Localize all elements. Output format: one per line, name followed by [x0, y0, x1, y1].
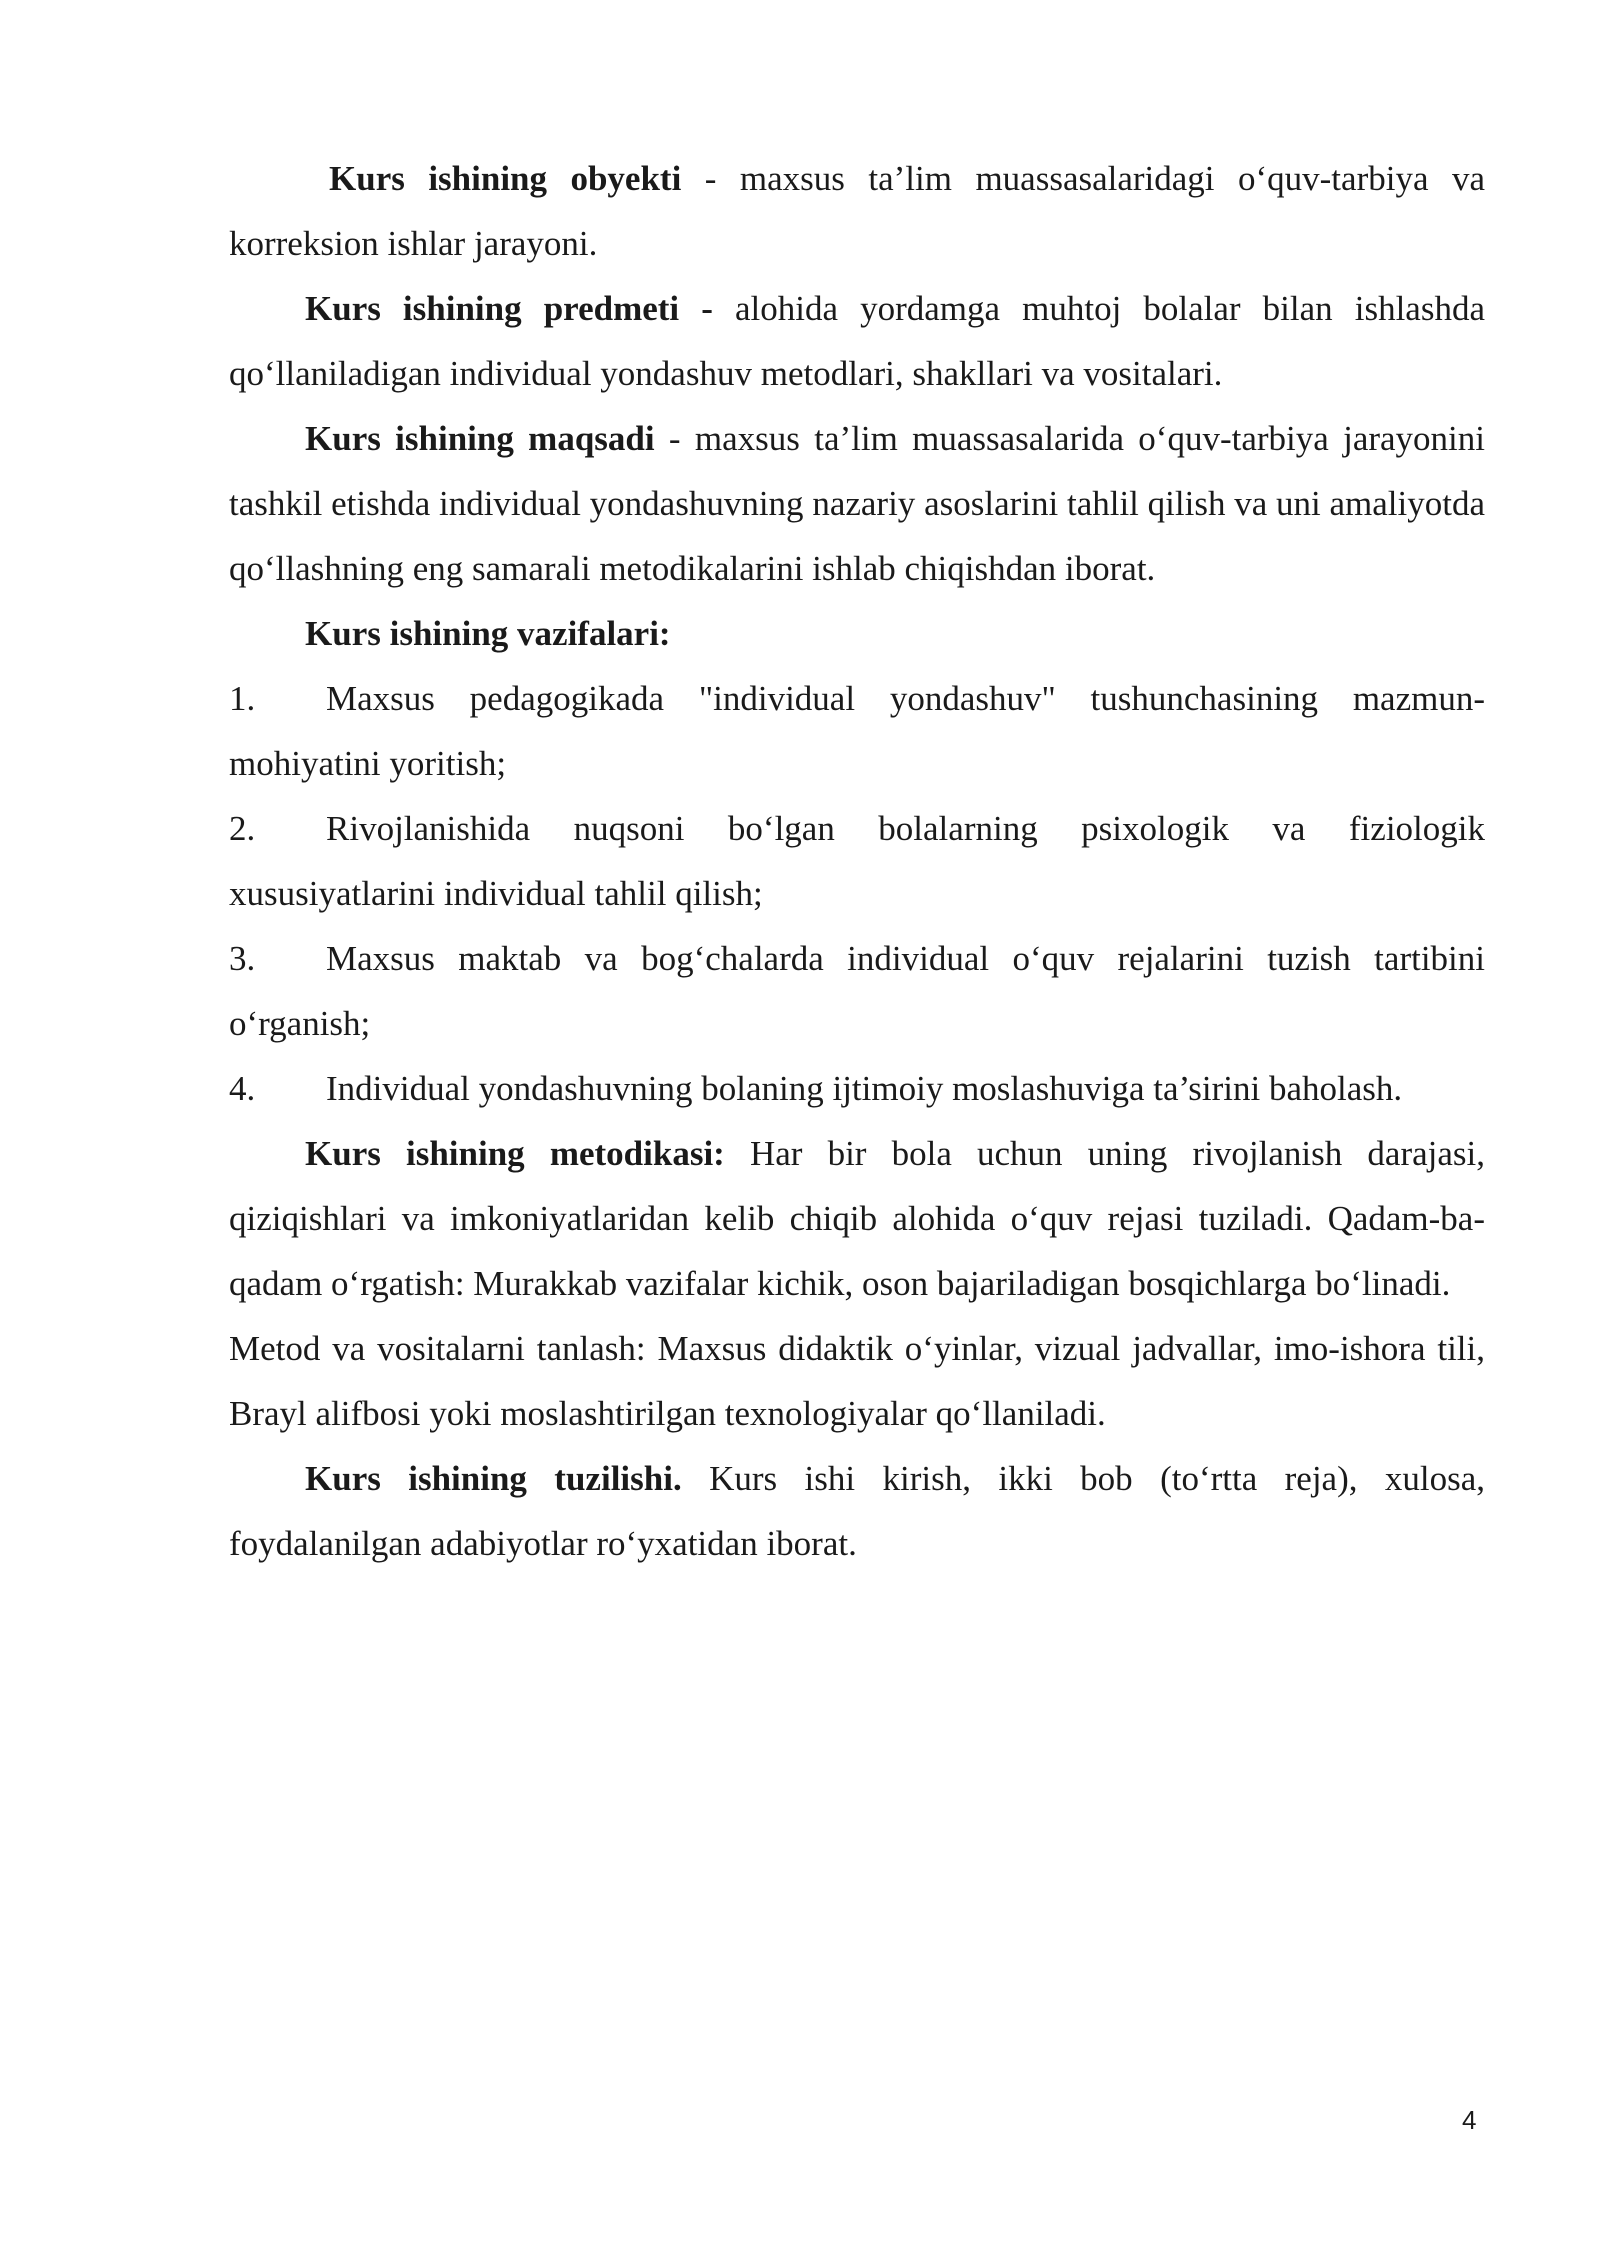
task-number: 3.	[229, 939, 256, 978]
paragraph-predmeti	[229, 276, 1485, 406]
task-number: 1.	[229, 679, 256, 718]
task-item	[229, 1056, 1485, 1121]
page-number: 4	[1462, 2105, 1477, 2135]
task-text: Maxsus pedagogikada "individual yondashuv" tushunchasining mazmun-mohiyatini yoritish;	[229, 679, 1485, 783]
paragraph-obyekt	[229, 146, 1485, 276]
task-item	[229, 666, 1485, 796]
task-text: Individual yondashuvning bolaning ijtimoiy moslashuviga ta’sirini baholash.	[326, 1069, 1403, 1108]
maqsadi-heading: Kurs ishining maqsadi	[305, 419, 655, 458]
page-content	[229, 146, 1485, 1576]
task-item	[229, 926, 1485, 1056]
paragraph-metod-vositalar: Metod va vositalarni tanlash: Maxsus didaktik o‘yinlar, vizual jadvallar, imo-ishora tili, Brayl alifbosi yoki moslashtirilgan texnologiyalar qo‘llaniladi.	[229, 1329, 1485, 1433]
metodikasi-heading: Kurs ishining metodikasi:	[305, 1134, 725, 1173]
obyekt-text: - maxsus ta’lim muassasalaridagi o‘quv-tarbiya va korreksion ishlar jarayoni.	[229, 159, 1485, 263]
metodikasi-text: Har bir bola uchun uning rivojlanish darajasi, qiziqishlari va imkoniyatlaridan kelib chiqib alohida o‘quv rejasi tuziladi. Qadam-ba-qadam o‘rgatish: Murakkab vazifalar kichik, oson bajariladigan bosqichlarga bo‘linadi.	[229, 1134, 1485, 1303]
task-text: Maxsus maktab va bog‘chalarda individual o‘quv rejalarini tuzish tartibini o‘rganish;	[229, 939, 1485, 1043]
tuzilishi-text: Kurs ishi kirish, ikki bob (to‘rtta reja), xulosa, foydalanilgan adabiyotlar ro‘yxatidan iborat.	[229, 1459, 1486, 1563]
paragraph-tuzilishi	[229, 1446, 1485, 1576]
task-number: 4.	[229, 1069, 256, 1108]
paragraph-metodikasi	[229, 1121, 1485, 1316]
task-number: 2.	[229, 809, 256, 848]
maqsadi-text: - maxsus ta’lim muassasalarida o‘quv-tarbiya jarayonini tashkil etishda individual yondashuvning nazariy asoslarini tahlil qilish va uni amaliyotda qo‘llashning eng samarali metodikalarini ishlab chiqishdan iborat.	[229, 419, 1485, 588]
task-text: Rivojlanishida nuqsoni bo‘lgan bolalarning psixologik va fiziologik xususiyatlarini individual tahlil qilish;	[229, 809, 1485, 913]
vazifalari-heading: Kurs ishining vazifalari:	[305, 614, 671, 653]
paragraph-vazifalari	[229, 601, 1485, 666]
paragraph-maqsadi	[229, 406, 1485, 601]
predmeti-text: alohida yordamga muhtoj bolalar bilan ishlashda qo‘llaniladigan individual yondashuv metodlari, shakllari va vositalari.	[229, 289, 1485, 393]
tuzilishi-heading: Kurs ishining tuzilishi.	[305, 1459, 682, 1498]
obyekt-heading: Kurs ishining obyekti	[329, 159, 682, 198]
task-item	[229, 796, 1485, 926]
predmeti-heading: Kurs ishining predmeti -	[305, 289, 713, 328]
